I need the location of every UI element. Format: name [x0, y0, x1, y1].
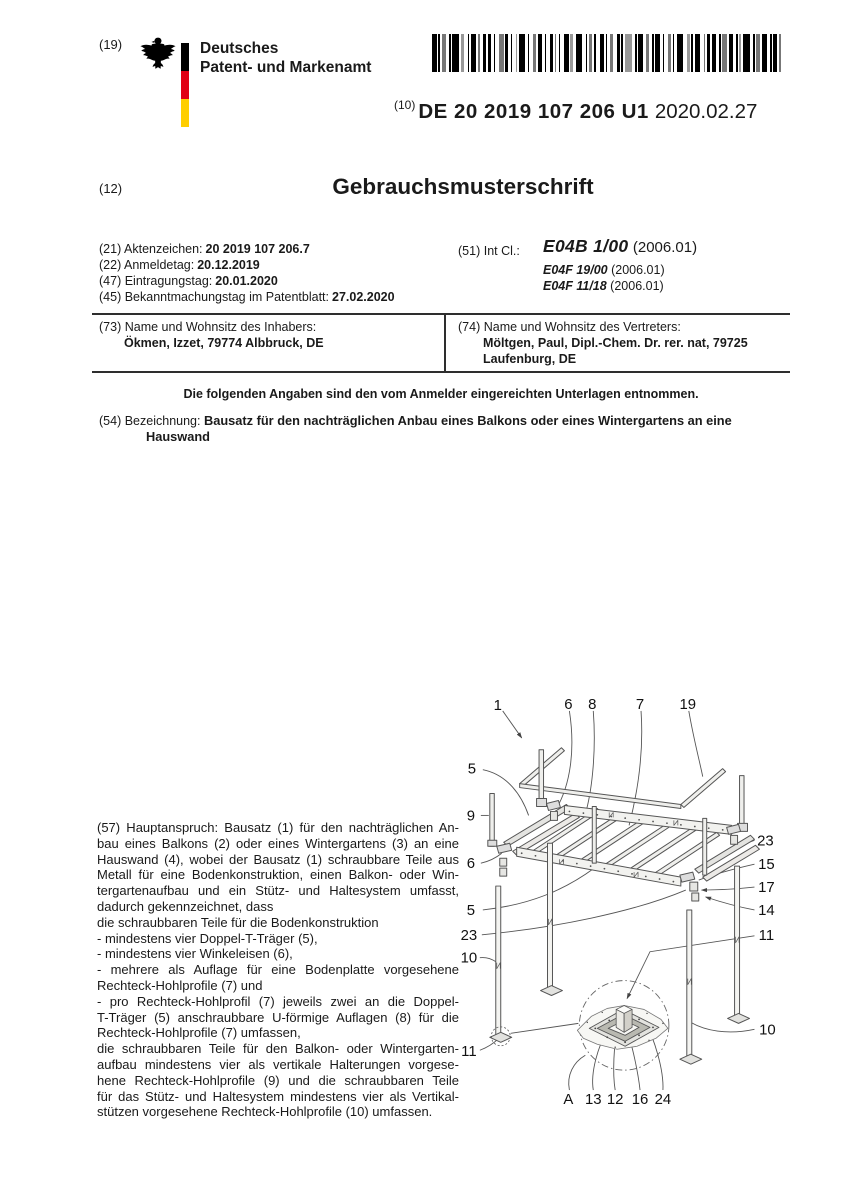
barcode-bar [712, 34, 715, 72]
claim-text-line: die schraubbaren Teile für den Balkon- oder Wintergarten- [97, 1041, 459, 1057]
claim-text-line: T-Träger (5) anschraubbare U-förmige Auflagen (8) für die [97, 1009, 459, 1025]
barcode-bar [494, 34, 496, 72]
vertical-post-10 [548, 843, 553, 989]
barcode-bar [499, 34, 504, 72]
claim-text-line: stützen vorgesehene Rechteck-Hohlprofile (10) umfassen. [97, 1104, 433, 1120]
barcode-bar [452, 34, 458, 72]
claim-text-line: dadurch gekennzeichnet, dass [97, 898, 274, 914]
figure-ref-label-15: 15 [758, 856, 775, 874]
leader-10-left [480, 958, 496, 962]
angle-bracket-6 [497, 843, 512, 853]
figure-ref-label-7: 7 [635, 695, 645, 713]
barcode-bar [555, 34, 557, 72]
barcode-bar [511, 34, 513, 72]
claim-text-line: aufbau mindestens vier als vertikale Halterungen vorgese- [97, 1056, 459, 1072]
barcode-bar [655, 34, 660, 72]
barcode-bar [762, 34, 767, 72]
barcode-bar [519, 34, 525, 72]
claim-text-line: Hauswand (4), wobei der Bausatz (1) schraubbare Teile aus [97, 851, 459, 867]
leader-7 [629, 711, 642, 825]
barcode-bar [564, 34, 569, 72]
publication-date: 2020.02.27 [654, 100, 758, 123]
publication-number-line [394, 98, 757, 124]
figure-ref-label-24: 24 [654, 1090, 672, 1108]
figure-ref-label-10: 10 [460, 949, 478, 967]
post-base-plate [680, 1054, 702, 1064]
joist [629, 827, 696, 872]
representative-name-line2: Laufenburg, DE [483, 352, 577, 366]
joist [653, 832, 720, 877]
figure-ref-label-A: A [563, 1090, 574, 1108]
barcode-bar [589, 34, 592, 72]
claim-text-line: (57) Hauptanspruch: Bausatz (1) für den nachträglichen An- [97, 820, 459, 835]
barcode-bar [538, 34, 543, 72]
biblio-row: (22) Anmeldetag: 20.12.2019 [99, 258, 260, 272]
intcl-sub-class: E04F 11/18 (2006.01) [543, 279, 664, 293]
main-claim-text [97, 820, 459, 1120]
barcode-bar [691, 34, 693, 72]
mid-vertical-bar [703, 818, 707, 875]
barcode-bar [471, 34, 476, 72]
figure-ref-label-23: 23 [460, 926, 478, 944]
figure-ref-label-17: 17 [758, 879, 775, 897]
figure-ref-label-5: 5 [466, 901, 476, 919]
designation-title-line2: Hauswand [146, 429, 210, 444]
adjuster-foot-17 [690, 882, 698, 891]
barcode-bar [438, 34, 440, 72]
designation-title-line1: Bausatz für den nachträglichen Anbau eines Balkons oder eines Wintergartens an eine [203, 413, 732, 428]
figure-ref-label-6: 6 [564, 695, 573, 713]
vertical-bar-9 [490, 794, 494, 847]
inid-10-code: (10) [394, 98, 416, 112]
inid-19-code: (19) [99, 37, 123, 52]
barcode-bar [739, 34, 741, 72]
leader-6-left [481, 853, 502, 863]
figure-ref-label-14: 14 [758, 901, 775, 919]
vertical-bar-right [740, 776, 744, 830]
post-base-plate [728, 1013, 750, 1023]
barcode-bar [736, 34, 738, 72]
adjuster-foot [550, 811, 557, 820]
barcode-bar [707, 34, 710, 72]
vertical-post-10 [496, 886, 501, 1035]
barcode [432, 34, 788, 72]
intcl-main-class-version: (2006.01) [632, 239, 698, 256]
barcode-bar [638, 34, 643, 72]
angle-bracket [680, 872, 695, 882]
barcode-bar [488, 34, 491, 72]
figure-ref-label-9: 9 [466, 807, 476, 825]
post-base-plate [490, 1032, 512, 1042]
biblio-row: (47) Eintragungstag: 20.01.2020 [99, 274, 278, 288]
detail-link-line [511, 1023, 579, 1033]
leader-19 [689, 711, 703, 777]
claim-text-line: hene Rechteck-Hohlprofile (9) und die schraubbaren Teile [97, 1072, 459, 1088]
claim-text-line: Rechteck-Hohlprofile (7) und [97, 977, 263, 993]
patent-office-name [200, 39, 371, 77]
claim-text-line: - mindestens vier Winkeleisen (6), [97, 946, 293, 962]
barcode-bar [576, 34, 582, 72]
intcl-main-class-code: E04B 1/00 [543, 236, 629, 256]
barcode-bar [570, 34, 573, 72]
claim-text-line: - mehrere als Auflage für eine Bodenplatte vorgesehene [97, 962, 459, 978]
barcode-bar [621, 34, 623, 72]
barcode-bar [729, 34, 732, 72]
barcode-bar [478, 34, 480, 72]
barcode-bar [673, 34, 675, 72]
figure-ref-label-11: 11 [461, 1043, 477, 1061]
federal-eagle-logo [139, 34, 177, 78]
biblio-row: (21) Aktenzeichen: 20 2019 107 206.7 [99, 242, 310, 256]
inid-74-code: (74) [458, 320, 481, 334]
claim-text-line: die schraubbaren Teile für die Bodenkonstruktion [97, 914, 379, 930]
designation-line1 [99, 413, 732, 428]
barcode-bar [773, 34, 776, 72]
figure-ref-label-6: 6 [466, 855, 476, 873]
representative-block [458, 319, 748, 367]
leader-14 [706, 897, 755, 910]
barcode-bar [461, 34, 464, 72]
barcode-bar [719, 34, 721, 72]
barcode-bar [668, 34, 671, 72]
figure-ref-label-12: 12 [606, 1090, 624, 1108]
barcode-bar [600, 34, 605, 72]
representative-label: Name und Wohnsitz des Vertreters: [483, 320, 681, 334]
bar-bracket [537, 799, 547, 807]
biblio-row: (45) Bekanntmachungstag im Patentblatt: 27.02.2020 [99, 290, 395, 304]
barcode-bar [545, 34, 547, 72]
claim-text-line: tergartenaufbau und ein Stütz- und Haltesystem umfasst, [97, 883, 459, 899]
mid-vertical-bar [592, 806, 596, 863]
barcode-bar [677, 34, 683, 72]
office-name-line1: Deutsches [200, 40, 279, 57]
figure-ref-label-13: 13 [584, 1090, 602, 1108]
barcode-bar [652, 34, 654, 72]
biblio-left-block [99, 241, 395, 305]
barcode-bar [442, 34, 445, 72]
joist [581, 817, 648, 862]
barcode-bar [635, 34, 637, 72]
inid-54-code: (54) [99, 414, 122, 428]
owner-label: Name und Wohnsitz des Inhabers: [124, 320, 317, 334]
joist [605, 822, 672, 867]
inid-51-code: (51) [458, 244, 481, 258]
adjuster-foot-14 [692, 893, 699, 901]
adjuster-foot [500, 868, 507, 876]
leader-23-left [482, 890, 686, 935]
figure-ref-label-5: 5 [467, 760, 477, 778]
intcl-heading [458, 243, 520, 259]
barcode-bar [468, 34, 470, 72]
figure-ref-label-16: 16 [631, 1090, 649, 1108]
barcode-bar [516, 34, 518, 72]
figure-ref-label-19: 19 [679, 695, 697, 713]
german-flag-bar [181, 43, 189, 127]
bar-bracket [488, 840, 497, 846]
barcode-bar [722, 34, 727, 72]
owner-name: Ökmen, Izzet, 79774 Albbruck, DE [124, 336, 324, 350]
owner-block [99, 319, 324, 351]
designation-line2 [146, 429, 210, 444]
intcl-main-class [543, 236, 697, 257]
table-bottom-rule [92, 371, 790, 373]
inid-73-code: (73) [99, 320, 122, 334]
barcode-bar [533, 34, 536, 72]
figure-ref-label-11: 11 [758, 926, 775, 944]
representative-name-line1: Möltgen, Paul, Dipl.-Chem. Dr. rer. nat, 79725 [483, 336, 748, 350]
foundation-detail-view [577, 981, 669, 1071]
flag-gold-segment [181, 99, 189, 127]
adjuster-foot [731, 835, 738, 844]
barcode-bar [483, 34, 486, 72]
barcode-bar [663, 34, 665, 72]
figure-ref-label-1: 1 [493, 696, 502, 714]
barcode-bar [594, 34, 596, 72]
vertical-bar [539, 750, 543, 807]
barcode-bar [505, 34, 508, 72]
flag-red-segment [181, 71, 189, 99]
barcode-bar [625, 34, 631, 72]
barcode-bar [586, 34, 588, 72]
inid-12-code: (12) [99, 181, 123, 196]
leader-10-right [691, 1022, 755, 1032]
barcode-bar [704, 34, 706, 72]
table-top-rule [92, 313, 790, 315]
post-base-plate [541, 986, 563, 996]
document-type-title: Gebrauchsmusterschrift [332, 174, 594, 199]
claim-text-line: - pro Rechteck-Hohlprofil (7) jeweils zwei an die Doppel- [97, 993, 459, 1009]
claim-text-line: bau eines Balkons (2) oder eines Wintergartens (3) an eine [97, 835, 459, 851]
barcode-bar [743, 34, 749, 72]
publication-number: DE 20 2019 107 206 U1 [418, 100, 649, 123]
intcl-sub-classes [543, 262, 665, 294]
claim-text-line: Metall für eine Bodenkonstruktion, einen Balkon- oder Win- [97, 867, 459, 883]
leader-17 [702, 887, 755, 890]
table-divider-rule [444, 313, 446, 373]
applicant-notice: Die folgenden Angaben sind den vom Anmelder eingereichten Unterlagen entnommen. [183, 387, 699, 401]
flag-black-segment [181, 43, 189, 71]
barcode-bar [779, 34, 781, 72]
intcl-sub-class: E04F 19/00 (2006.01) [543, 263, 665, 277]
claim-text-line: - mindestens vier Doppel-T-Träger (5), [97, 930, 318, 946]
barcode-bar [559, 34, 561, 72]
intcl-label: Int Cl.: [483, 244, 520, 258]
barcode-bar [550, 34, 553, 72]
patent-figure-drawing [450, 678, 848, 1120]
barcode-bar [687, 34, 690, 72]
barcode-bar [617, 34, 620, 72]
designation-label: Bezeichnung: [124, 414, 201, 428]
barcode-bar [610, 34, 613, 72]
leader-1 [503, 711, 522, 738]
barcode-bar [770, 34, 772, 72]
barcode-bar [695, 34, 700, 72]
barcode-bar [756, 34, 759, 72]
barcode-bar [606, 34, 608, 72]
claim-text-line: für das Stütz- und Haltesystem mindestens vier als Vertikal- [97, 1088, 459, 1104]
handrail-right-segment [681, 769, 726, 808]
barcode-bar [449, 34, 451, 72]
office-name-line2: Patent- und Markenamt [200, 59, 372, 76]
figure-ref-label-23: 23 [757, 832, 774, 850]
barcode-bar [432, 34, 437, 72]
figure-ref-label-8: 8 [588, 695, 597, 713]
leader-A [569, 1055, 586, 1090]
barcode-bar [528, 34, 530, 72]
barcode-bar [753, 34, 755, 72]
figure-ref-label-10: 10 [759, 1021, 776, 1039]
claim-text-line: Rechteck-Hohlprofile (7) umfassen, [97, 1025, 301, 1041]
adjuster-foot [500, 858, 507, 866]
barcode-bar [646, 34, 649, 72]
